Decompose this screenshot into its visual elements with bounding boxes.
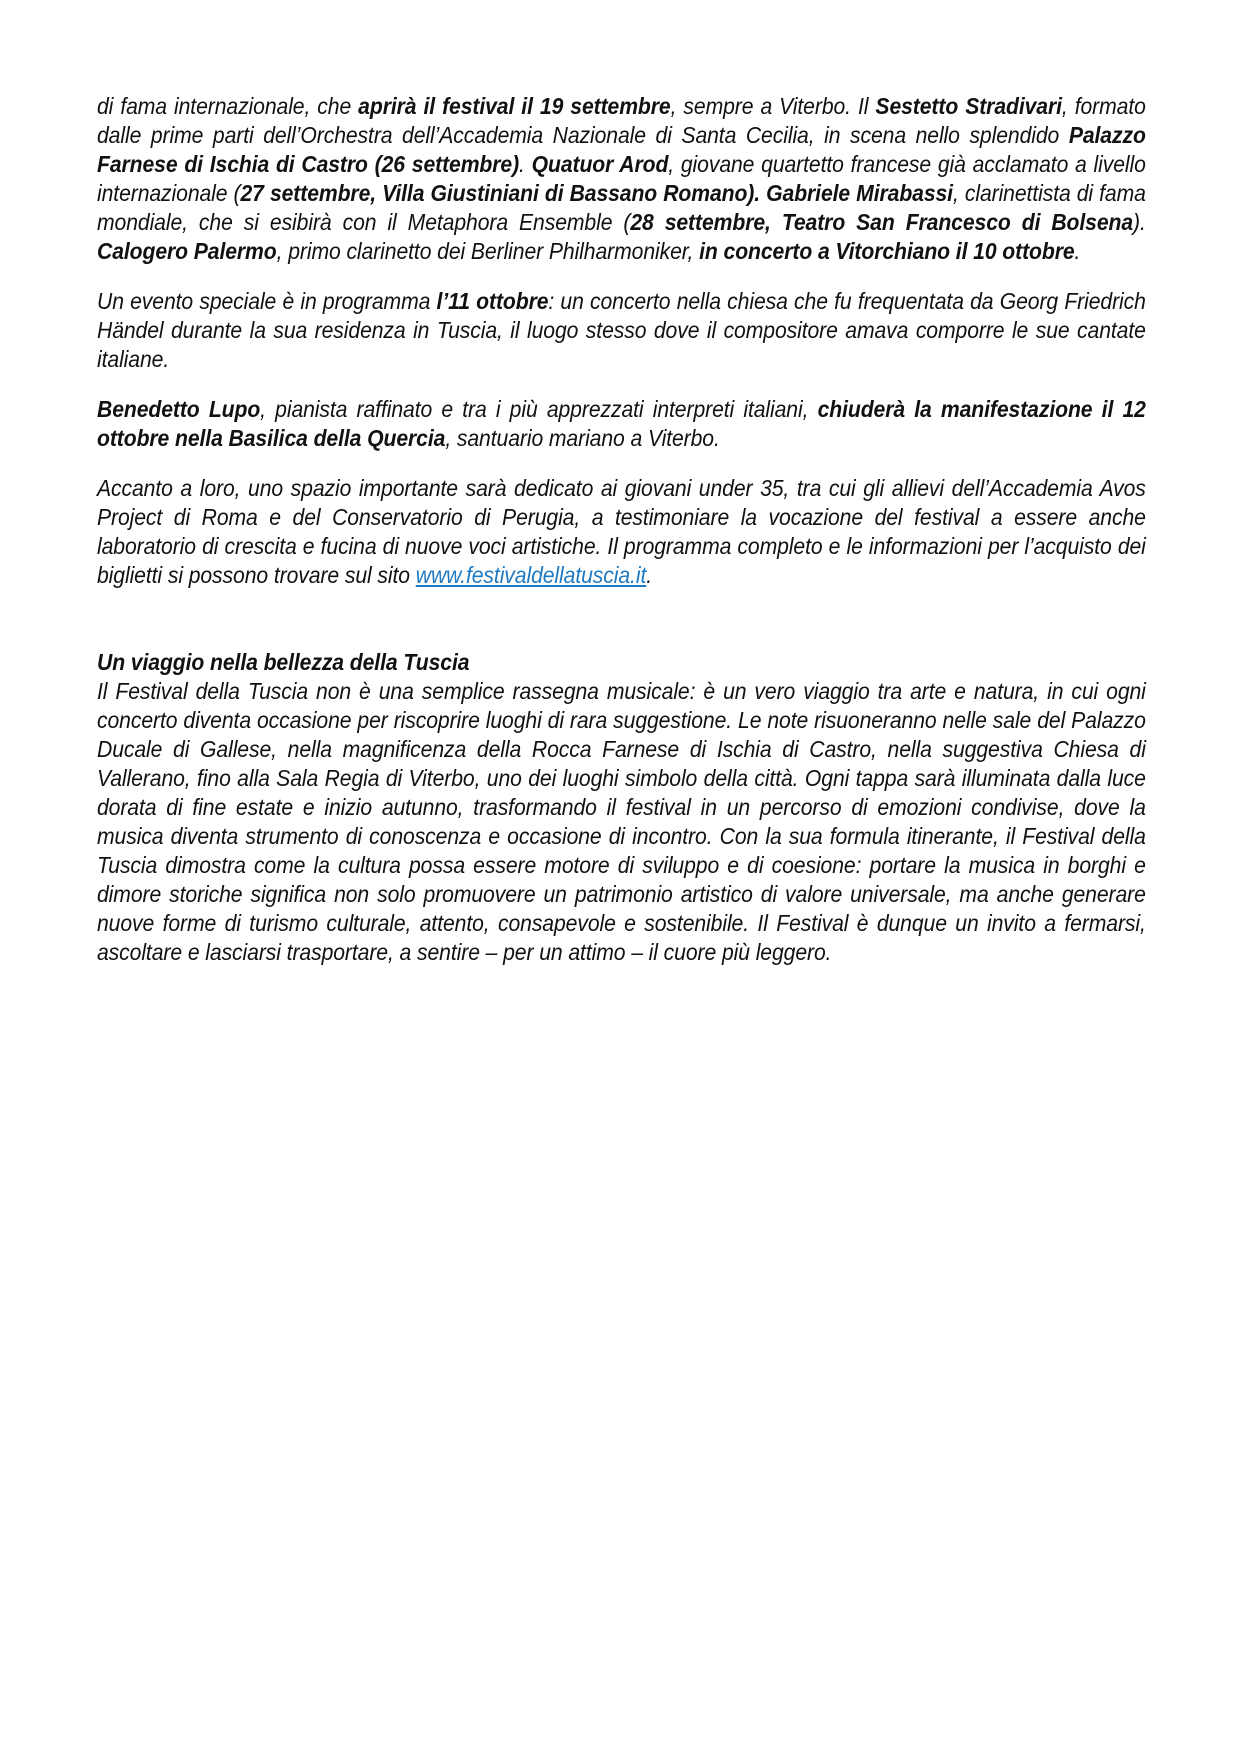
text-run: : un concerto nella chiesa che fu frequentata da Georg Friedrich Händel durante la sua residenza in Tuscia, il luogo stesso dove il compositore amava comporre le sue cantate italiane. — [97, 288, 1146, 372]
text-run: . — [519, 151, 532, 177]
para-viaggio-body — [97, 677, 1146, 967]
bold-text-run: 27 settembre, Villa Giustiniani di Bassano Romano). — [240, 180, 761, 206]
bold-text-run: Benedetto Lupo — [97, 396, 261, 422]
text-run: di fama internazionale, che — [97, 93, 359, 119]
text-run: , formato dalle prime parti dell’Orchestra dell’Accademia Nazionale di Santa Cecilia, in scena nello splendido — [97, 93, 1146, 148]
bold-text-run: Calogero Palermo — [97, 238, 277, 264]
bold-text-run: 28 settembre, Teatro San Francesco di Bolsena — [630, 209, 1134, 235]
text-run: ). — [1133, 209, 1146, 235]
document-body — [97, 92, 1146, 988]
bold-text-run: Un viaggio nella bellezza della Tuscia — [97, 649, 470, 675]
heading-un-viaggio — [97, 648, 1146, 677]
bold-text-run: Quatuor Arod — [531, 151, 669, 177]
para-giovani-under-35 — [97, 474, 1146, 590]
bold-text-run: Palazzo Farnese di Ischia di Castro (26 settembre) — [97, 122, 1146, 177]
para-festival-program — [97, 92, 1146, 266]
bold-text-run: Gabriele Mirabassi — [766, 180, 953, 206]
text-run: . — [646, 562, 653, 588]
text-run: , santuario mariano a Viterbo. — [445, 425, 720, 451]
text-run: , primo clarinetto dei Berliner Philharmoniker, — [276, 238, 700, 264]
blank-lines-gap — [97, 611, 1146, 648]
para-evento-speciale — [97, 287, 1146, 374]
bold-text-run: l’11 ottobre — [436, 288, 549, 314]
bold-text-run: chiuderà la manifestazione il 12 ottobre nella Basilica della Quercia — [97, 396, 1146, 451]
bold-text-run: aprirà il festival il 19 settembre — [358, 93, 671, 119]
text-run: , pianista raffinato e tra i più apprezzati interpreti italiani, — [260, 396, 818, 422]
para-benedetto-lupo — [97, 395, 1146, 453]
text-run: Accanto a loro, uno spazio importante sarà dedicato ai giovani under 35, tra cui gli allievi dell’Accademia Avos Project di Roma e del Conservatorio di Perugia, a testimoniare la vocazione del festival a essere anche laboratorio di crescita e fucina di nuove voci artistiche. Il programma completo e le informazioni per l’acquisto dei biglietti si possono trovare sul sito — [97, 475, 1146, 588]
text-run: , giovane quartetto francese già acclamato a livello internazionale ( — [97, 151, 1146, 206]
bold-text-run: in concerto a Vitorchiano il 10 ottobre — [699, 238, 1075, 264]
text-run: , sempre a Viterbo. Il — [670, 93, 876, 119]
text-run: Il Festival della Tuscia non è una semplice rassegna musicale: è un vero viaggio tra arte e natura, in cui ogni concerto diventa occasione per riscoprire luoghi di rara suggestione. Le note risuoneranno nelle sale del Palazzo Ducale di Gallese, nella magnificenza della Rocca Farnese di Ischia di Castro, nella suggestiva Chiesa di Vallerano, fino alla Sala Regia di Viterbo, uno dei luoghi simbolo della città. Ogni tappa sarà illuminata dalla luce dorata di fine estate e inizio autunno, trasformando il festival in un percorso di emozioni condivise, dove la musica diventa strumento di conoscenza e occasione di incontro. Con la sua formula itinerante, il Festival della Tuscia dimostra come la cultura possa essere motore di sviluppo e di coesione: portare la musica in borghi e dimore storiche significa non solo promuovere un patrimonio artistico di valore universale, ma anche generare nuove forme di turismo culturale, attento, consapevole e sostenibile. Il Festival è dunque un invito a fermarsi, ascoltare e lasciarsi trasportare, a sentire – per un attimo – il cuore più leggero. — [97, 678, 1146, 965]
text-run: , clarinettista di fama mondiale, che si esibirà con il Metaphora Ensemble ( — [97, 180, 1146, 235]
bold-text-run: Sestetto Stradivari — [875, 93, 1062, 119]
website-link[interactable]: www.festivaldellatuscia.it — [415, 562, 647, 588]
text-run: . — [1074, 238, 1081, 264]
text-run: Un evento speciale è in programma — [97, 288, 437, 314]
